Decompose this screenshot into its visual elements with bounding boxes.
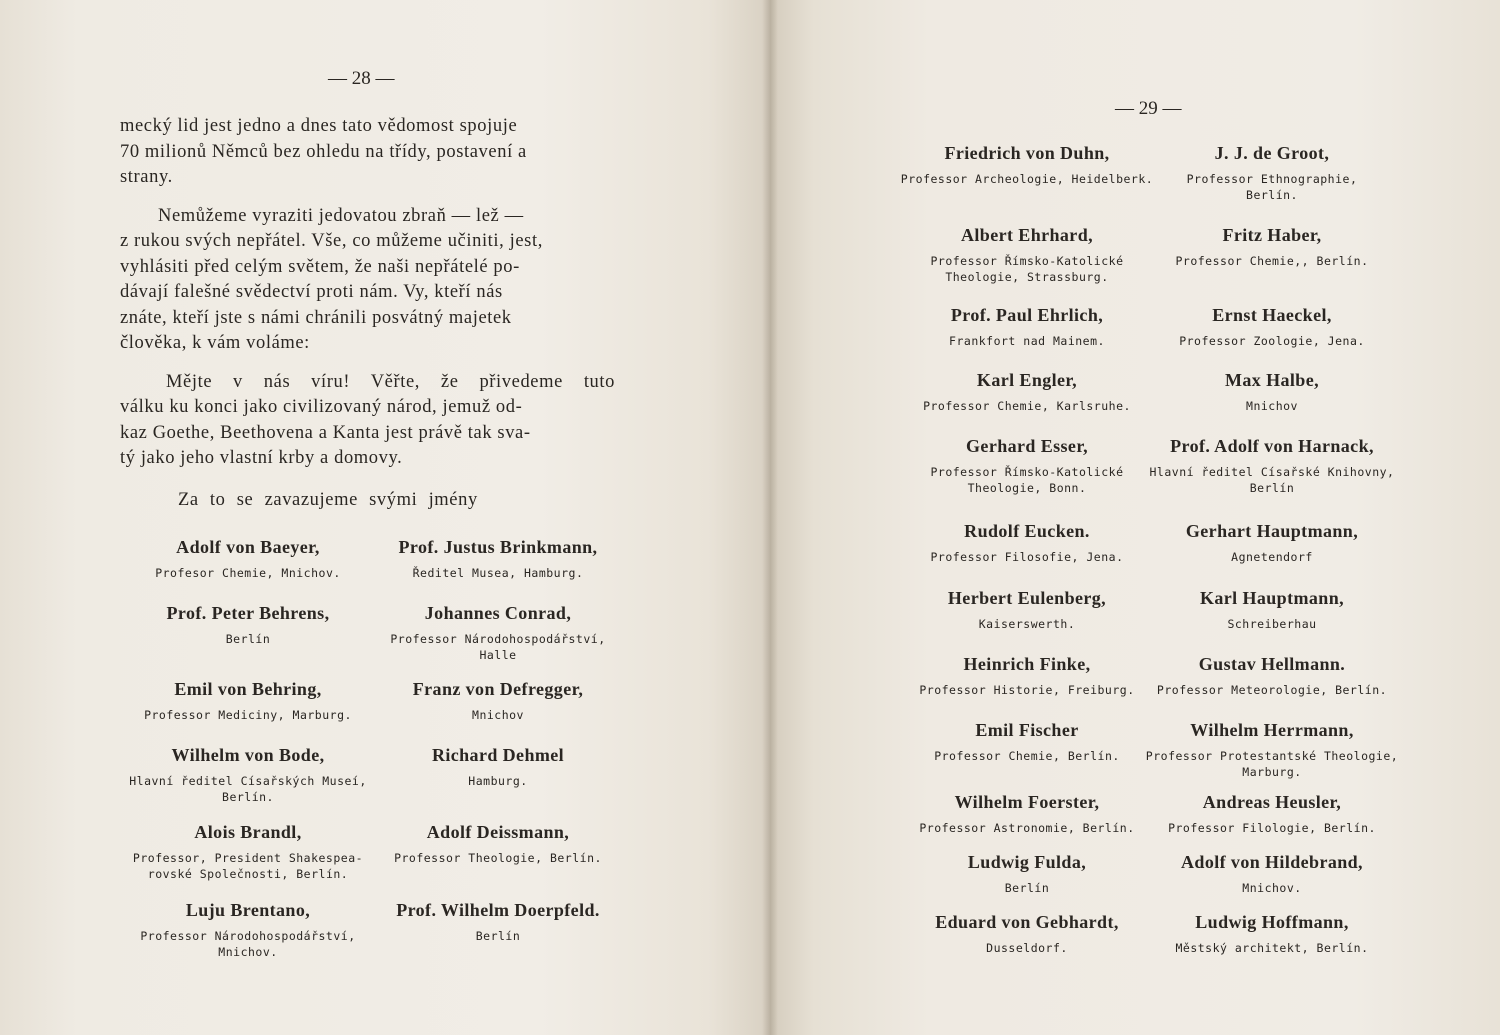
description-line: Professor Astronomie, Berlín. bbox=[919, 821, 1135, 835]
signatory-name: Eduard von Gebhardt, bbox=[935, 912, 1119, 932]
signatory-name: Gerhart Hauptmann, bbox=[1185, 521, 1359, 541]
signatory-name: Gustav Hellmann. bbox=[1198, 654, 1346, 674]
description-line: rovské Společnosti, Berlín. bbox=[147, 867, 349, 881]
signatory-name: Rudolf Eucken. bbox=[964, 521, 1090, 541]
signatory bbox=[1137, 654, 1407, 698]
signatory-description bbox=[892, 464, 1162, 496]
signatory-description bbox=[892, 398, 1162, 414]
description-line: Mnichov. bbox=[218, 945, 278, 959]
description-line: Mnichov. bbox=[1242, 881, 1302, 895]
signatory-name: Alois Brandl, bbox=[194, 822, 302, 842]
signatory bbox=[892, 792, 1162, 836]
description-line: Agnetendorf bbox=[1231, 550, 1313, 564]
paragraph bbox=[120, 395, 615, 472]
description-line: Professor Archeologie, Heidelberk. bbox=[900, 172, 1154, 186]
signatory bbox=[1137, 370, 1407, 414]
text-line: člověka, k vám voláme: bbox=[120, 333, 310, 353]
signatory-name: Adolf von Baeyer, bbox=[176, 537, 320, 557]
description-line: Berlín bbox=[1249, 481, 1295, 495]
text-line: 70 milionů Němců bez ohledu na třídy, postavení a bbox=[120, 141, 527, 162]
signatory-name: Wilhelm Foerster, bbox=[954, 792, 1100, 812]
description-line: Professor Zoologie, Jena. bbox=[1179, 334, 1365, 348]
signatory-name: Adolf Deissmann, bbox=[426, 822, 570, 842]
signatory-description bbox=[892, 171, 1162, 187]
signatory-description bbox=[128, 707, 368, 723]
signatory bbox=[892, 370, 1162, 414]
description-line: Kaiserswerth. bbox=[978, 617, 1076, 631]
description-line: Berlín bbox=[225, 632, 271, 646]
text-line: Nemůžeme vyraziti jedovatou zbraň — lež — bbox=[158, 205, 524, 226]
signatory-description bbox=[378, 850, 618, 866]
signatory-name: Heinrich Finke, bbox=[963, 654, 1091, 674]
signatory bbox=[892, 521, 1162, 565]
description-line: Professor Chemie, Karlsruhe. bbox=[923, 399, 1131, 413]
paragraph bbox=[120, 114, 615, 191]
signatory-description bbox=[892, 682, 1162, 698]
signatory bbox=[128, 822, 368, 882]
signatory bbox=[1137, 305, 1407, 349]
signatory-name: Gerhard Esser, bbox=[966, 436, 1088, 456]
text-line: Za to se zavazujeme svými jmény bbox=[178, 489, 478, 510]
signatory-description bbox=[128, 928, 368, 960]
signatory bbox=[128, 537, 368, 581]
signatory-name: Karl Engler, bbox=[976, 370, 1078, 390]
signatory bbox=[1137, 225, 1407, 269]
text-line: Mějte v nás víru! Věřte, že přivedeme tuto bbox=[166, 371, 615, 392]
description-line: Hamburg. bbox=[468, 774, 528, 788]
signatory-name: Karl Hauptmann, bbox=[1199, 588, 1345, 608]
description-line: Městský architekt, Berlín. bbox=[1175, 941, 1369, 955]
text-line: tý jako jeho vlastní krby a domovy. bbox=[120, 448, 403, 468]
signatory bbox=[1137, 852, 1407, 896]
signatory-description bbox=[892, 616, 1162, 632]
signatory bbox=[378, 900, 618, 944]
signatory bbox=[892, 588, 1162, 632]
signatory-description bbox=[1137, 333, 1407, 349]
paragraph bbox=[120, 488, 615, 514]
description-line: Professor Římsko-Katolické bbox=[930, 465, 1124, 479]
description-line: Theologie, Bonn. bbox=[967, 481, 1087, 495]
signatory-description bbox=[1137, 880, 1407, 896]
description-line: Berlín. bbox=[1246, 188, 1298, 202]
text-line: válku ku konci jako civilizovaný národ, jemuž od- bbox=[120, 397, 523, 417]
signatory bbox=[892, 912, 1162, 956]
signatory-name: Johannes Conrad, bbox=[424, 603, 572, 623]
signatory-description bbox=[1137, 940, 1407, 956]
text-line: mecký lid jest jedno a dnes tato vědomost spojuje bbox=[120, 116, 518, 136]
signatory-name: Ludwig Fulda, bbox=[967, 852, 1087, 872]
signatory-name: Wilhelm von Bode, bbox=[171, 745, 325, 765]
text-line: strany. bbox=[120, 167, 173, 187]
description-line: Professor Národohospodářství, bbox=[390, 632, 606, 646]
description-line: Berlín. bbox=[222, 790, 274, 804]
signatory bbox=[378, 745, 618, 789]
signatory-name: Franz von Defregger, bbox=[412, 679, 584, 699]
signatory bbox=[128, 603, 368, 647]
signatory bbox=[892, 654, 1162, 698]
description-line: Ředitel Musea, Hamburg. bbox=[412, 566, 584, 580]
signatory bbox=[1137, 143, 1407, 203]
paragraph bbox=[120, 370, 615, 396]
text-line: znáte, kteří jste s námi chránili posvátný majetek bbox=[120, 307, 512, 328]
signatory-name: Prof. Paul Ehrlich, bbox=[950, 305, 1104, 325]
signatory bbox=[378, 537, 618, 581]
signatory-description bbox=[892, 549, 1162, 565]
signatory-description bbox=[378, 707, 618, 723]
description-line: Professor Filosofie, Jena. bbox=[930, 550, 1124, 564]
description-line: Frankfort nad Mainem. bbox=[949, 334, 1105, 348]
signatory-description bbox=[892, 748, 1162, 764]
text-line: vyhlásiti před celým světem, že naši nepřátelé po- bbox=[120, 256, 520, 277]
signatory bbox=[892, 305, 1162, 349]
description-line: Professor Filologie, Berlín. bbox=[1168, 821, 1376, 835]
signatory-description bbox=[1137, 464, 1407, 496]
book-gutter bbox=[762, 0, 778, 1035]
signatory-name: Wilhelm Herrmann, bbox=[1190, 720, 1354, 740]
signatory-description bbox=[1137, 549, 1407, 565]
signatory-name: Fritz Haber, bbox=[1222, 225, 1322, 245]
signatory-name: Luju Brentano, bbox=[185, 900, 311, 920]
description-line: Hlavní ředitel Císařské Knihovny, bbox=[1149, 465, 1395, 479]
signatory-name: Andreas Heusler, bbox=[1202, 792, 1342, 812]
signatory bbox=[892, 225, 1162, 285]
signatory-description bbox=[1137, 616, 1407, 632]
signatory-description bbox=[1137, 398, 1407, 414]
description-line: Marburg. bbox=[1242, 765, 1302, 779]
signatory-description bbox=[1137, 682, 1407, 698]
signatory-description bbox=[892, 333, 1162, 349]
signatory bbox=[1137, 720, 1407, 780]
description-line: Professor Římsko-Katolické bbox=[930, 254, 1124, 268]
signatory-name: Herbert Eulenberg, bbox=[947, 588, 1107, 608]
signatory-description bbox=[378, 773, 618, 789]
description-line: Hlavní ředitel Císařských Museí, bbox=[129, 774, 367, 788]
signatory bbox=[892, 852, 1162, 896]
signatory-name: Albert Ehrhard, bbox=[961, 225, 1093, 245]
description-line: Berlín bbox=[475, 929, 521, 943]
signatory-description bbox=[1137, 253, 1407, 269]
signatory bbox=[892, 720, 1162, 764]
text-line: z rukou svých nepřátel. Vše, co můžeme učiniti, jest, bbox=[120, 231, 543, 251]
signatory-name: Emil von Behring, bbox=[174, 679, 322, 699]
signatory-description bbox=[892, 253, 1162, 285]
signatory-description bbox=[128, 850, 368, 882]
right-page-number: — 29 — bbox=[1115, 98, 1182, 119]
signatory-name: J. J. de Groot, bbox=[1214, 143, 1330, 163]
signatory-description bbox=[128, 565, 368, 581]
signatory-name: Max Halbe, bbox=[1225, 370, 1319, 390]
signatory-name: Adolf von Hildebrand, bbox=[1181, 852, 1363, 872]
paragraph bbox=[120, 204, 615, 230]
signatory-description bbox=[1137, 820, 1407, 836]
description-line: Professor Chemie,, Berlín. bbox=[1175, 254, 1369, 268]
paragraph bbox=[120, 229, 615, 357]
signatory-description bbox=[892, 820, 1162, 836]
signatory-name: Ernst Haeckel, bbox=[1212, 305, 1332, 325]
description-line: Dusseldorf. bbox=[986, 941, 1068, 955]
signatory-description bbox=[1137, 171, 1407, 203]
signatory-description bbox=[128, 773, 368, 805]
signatory bbox=[378, 822, 618, 866]
signatory bbox=[378, 679, 618, 723]
description-line: Professor Theologie, Berlín. bbox=[394, 851, 602, 865]
description-line: Professor Národohospodářství, bbox=[140, 929, 356, 943]
description-line: Professor Mediciny, Marburg. bbox=[144, 708, 352, 722]
signatory bbox=[892, 436, 1162, 496]
description-line: Schreiberhau bbox=[1227, 617, 1317, 631]
signatory bbox=[892, 143, 1162, 187]
signatory bbox=[128, 679, 368, 723]
signatory bbox=[1137, 912, 1407, 956]
signatory bbox=[1137, 521, 1407, 565]
manifesto-text bbox=[120, 114, 615, 513]
signatory-description bbox=[378, 565, 618, 581]
signatory-name: Prof. Peter Behrens, bbox=[166, 603, 330, 623]
description-line: Mnichov bbox=[472, 708, 524, 722]
description-line: Professor Meteorologie, Berlín. bbox=[1156, 683, 1388, 697]
signatory-name: Ludwig Hoffmann, bbox=[1195, 912, 1349, 932]
signatory-name: Prof. Justus Brinkmann, bbox=[398, 537, 598, 557]
signatory bbox=[128, 900, 368, 960]
description-line: Berlín bbox=[1004, 881, 1050, 895]
signatory-name: Prof. Adolf von Harnack, bbox=[1170, 436, 1374, 456]
description-line: Halle bbox=[479, 648, 517, 662]
signatory-description bbox=[378, 631, 618, 663]
signatory bbox=[378, 603, 618, 663]
description-line: Professor Ethnographie, bbox=[1186, 172, 1358, 186]
signatory-description bbox=[378, 928, 618, 944]
signatory-description bbox=[892, 940, 1162, 956]
left-page-number: — 28 — bbox=[328, 68, 395, 89]
description-line: Profesor Chemie, Mnichov. bbox=[155, 566, 341, 580]
description-line: Professor Historie, Freiburg. bbox=[919, 683, 1135, 697]
signatory-name: Prof. Wilhelm Doerpfeld. bbox=[396, 900, 600, 920]
signatory bbox=[1137, 792, 1407, 836]
signatory-description bbox=[128, 631, 368, 647]
description-line: Theologie, Strassburg. bbox=[945, 270, 1109, 284]
description-line: Professor, President Shakespea- bbox=[132, 851, 364, 865]
signatory-name: Friedrich von Duhn, bbox=[944, 143, 1110, 163]
signatory-description bbox=[892, 880, 1162, 896]
description-line: Professor Protestantské Theologie, bbox=[1145, 749, 1399, 763]
signatory-name: Emil Fischer bbox=[975, 720, 1079, 740]
text-line: dávají falešné svědectví proti nám. Vy, kteří nás bbox=[120, 282, 503, 302]
description-line: Professor Chemie, Berlín. bbox=[934, 749, 1120, 763]
signatory-name: Richard Dehmel bbox=[431, 745, 565, 765]
signatory bbox=[1137, 436, 1407, 496]
signatory bbox=[1137, 588, 1407, 632]
signatory bbox=[128, 745, 368, 805]
signatory-description bbox=[1137, 748, 1407, 780]
text-line: kaz Goethe, Beethovena a Kanta jest právě tak sva- bbox=[120, 422, 531, 443]
description-line: Mnichov bbox=[1246, 399, 1298, 413]
